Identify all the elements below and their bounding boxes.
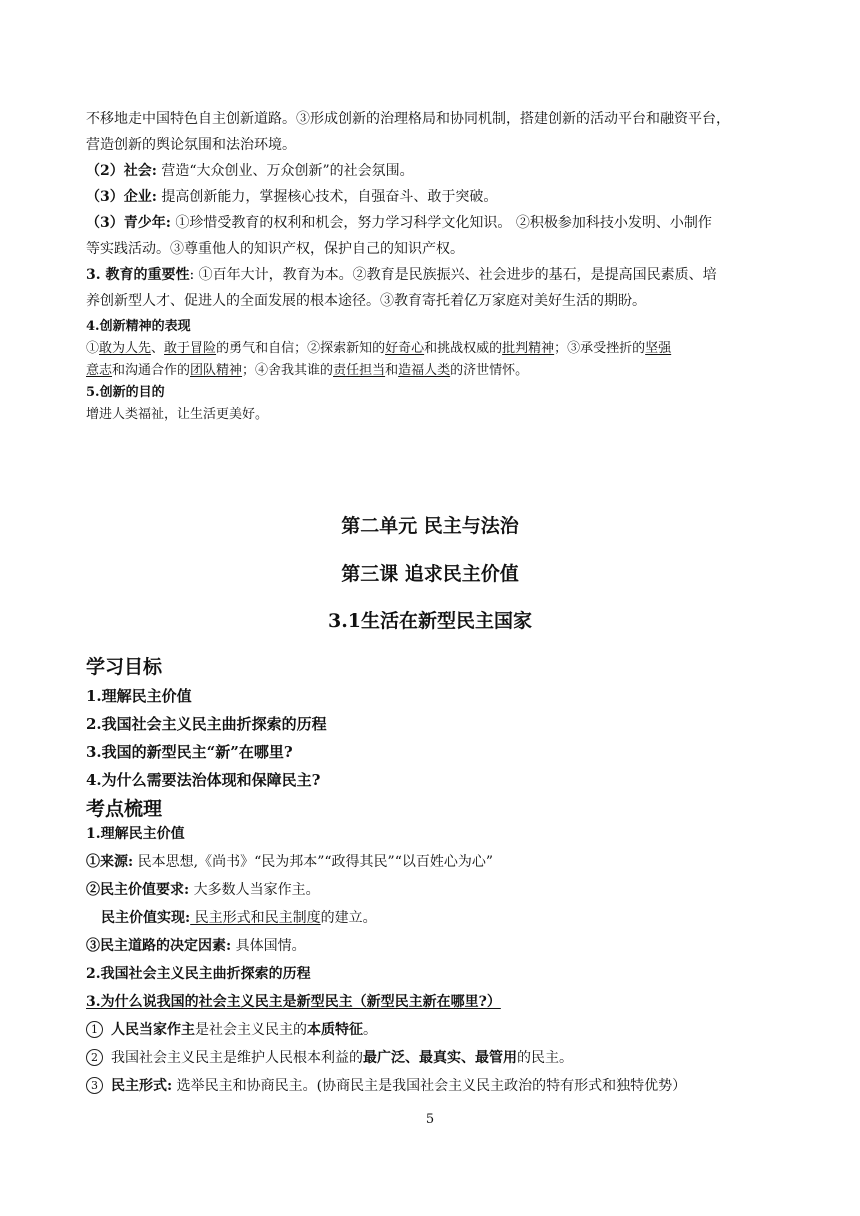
source-label: ①来源: [86,854,134,870]
key-points-heading: 考点梳理 [86,798,163,820]
society-text: 营造“大众创业、万众创新”的社会氛围。 [156,163,414,179]
innovation-spirit-line [86,360,776,382]
bold-term: 民主形式: [111,1078,173,1094]
paragraph-line: 不移地走中国特色自主创新道路。③形成创新的治理格局和协同机制，搭建创新的活动平台和融资平台， [86,111,730,127]
innovation-purpose-title: 5.创新的目的 [86,385,165,400]
goal-item: 4.为什么需要法治体现和保障民主? [86,771,321,789]
underlined-term: 敢为人先 [99,341,152,356]
society-label: （2）社会: [86,163,157,179]
text-run: 的济世情怀。 [450,363,529,378]
point-title-underlined: 3.为什么说我国的社会主义民主是新型民主（新型民主新在哪里?） [86,994,501,1010]
realization-label: 民主价值实现: [101,910,191,926]
enterprise-label: （3）企业: [86,189,157,205]
bold-term: 人民当家作主 [111,1022,195,1038]
source-item [86,848,776,876]
section-title: 3.1生活在新型民主国家 [327,610,533,632]
page-number: 5 [425,1112,435,1127]
underlined-term: 坚强 [645,341,672,356]
youth-item [86,210,776,236]
numbered-item [86,1016,776,1044]
text-run: 我国社会主义民主是维护人民根本利益的 [111,1050,363,1066]
education-item [86,262,776,288]
key-points [86,820,776,1100]
road-text: 具体国情。 [231,938,306,954]
underlined-term: 民主形式和民主制度 [190,910,321,926]
text-run: ；③承受挫折的 [554,341,646,356]
text-run: 、 [151,341,165,356]
goal-item: 3.我国的新型民主“新”在哪里? [86,743,293,761]
road-item [86,932,776,960]
numbered-item [86,1044,776,1072]
goal-item: 1.理解民主价值 [86,687,192,705]
bold-term: 最广泛、最真实、最管用 [363,1050,517,1066]
enterprise-text: 提高创新能力，掌握核心技术，自强奋斗、敢于突破。 [156,189,498,205]
learning-goals-heading: 学习目标 [86,656,163,678]
text-run: 的民主。 [517,1050,573,1066]
text-run: 是社会主义民主的 [195,1022,307,1038]
text-run: ① [86,341,100,356]
requirement-label: ②民主价值要求: [86,882,190,898]
youth-item-cont: 等实践活动。③尊重他人的知识产权，保护自己的知识产权。 [86,241,464,257]
numbered-item [86,1072,776,1100]
learning-goals [86,652,776,824]
circled-number: 3 [86,1077,103,1094]
paragraph-line: 营造创新的舆论氛围和法治环境。 [86,137,296,153]
point-title: 2.我国社会主义民主曲折探索的历程 [86,966,311,982]
text-run: 选举民主和协商民主。(协商民主是我国社会主义民主政治的特有形式和独特优势） [172,1078,687,1094]
society-item [86,158,776,184]
point-title: 1.理解民主价值 [86,826,185,842]
goal-item: 2.我国社会主义民主曲折探索的历程 [86,715,327,733]
text-run: 。 [363,1022,377,1038]
circled-number: 1 [86,1021,103,1038]
underlined-term: 造福人类 [398,363,451,378]
underlined-term: 意志 [86,363,113,378]
circled-number: 2 [86,1049,103,1066]
unit-title: 第二单元 民主与法治 [341,515,519,537]
youth-text: ①珍惜受教育的权利和机会，努力学习科学文化知识。 ②积极参加科技小发明、小制作 [170,215,712,231]
underlined-term: 好奇心 [385,341,425,356]
underlined-term: 团队精神 [190,363,243,378]
road-label: ③民主道路的决定因素: [86,938,232,954]
education-item-cont: 养创新型人才、促进人的全面发展的根本途径。③教育寄托着亿万家庭对美好生活的期盼。 [86,293,646,309]
requirement-text: 大多数人当家作主。 [189,882,320,898]
text-run: 和沟通合作的 [112,363,191,378]
top-section [86,106,776,426]
underlined-term: 敢于冒险 [164,341,217,356]
text-run: ；④舍我其谁的 [242,363,334,378]
innovation-purpose-text: 增进人类福祉，让生活更美好。 [86,407,269,422]
text-run: 的勇气和自信；②探索新知的 [216,341,386,356]
source-text: 民本思想,《尚书》“民为邦本”“政得其民”“以百姓心为心” [133,854,494,870]
text-run: 和挑战权威的 [424,341,503,356]
enterprise-item [86,184,776,210]
education-label: 3. 教育的重要性 [86,267,190,283]
underlined-term: 批判精神 [502,341,555,356]
realization-text: 的建立。 [320,910,377,926]
youth-label: （3）青少年: [86,215,171,231]
innovation-spirit-line [86,338,776,360]
requirement-item [86,876,776,904]
realization-item [86,904,776,932]
bold-term: 本质特征 [307,1022,363,1038]
education-text: : ①百年大计，教育为本。②教育是民族振兴、社会进步的基石，是提高国民素质、培 [189,267,717,283]
text-run: 和 [385,363,399,378]
innovation-spirit-title: 4.创新精神的表现 [86,319,191,334]
lesson-title: 第三课 追求民主价值 [341,563,519,585]
underlined-term: 责任担当 [333,363,386,378]
